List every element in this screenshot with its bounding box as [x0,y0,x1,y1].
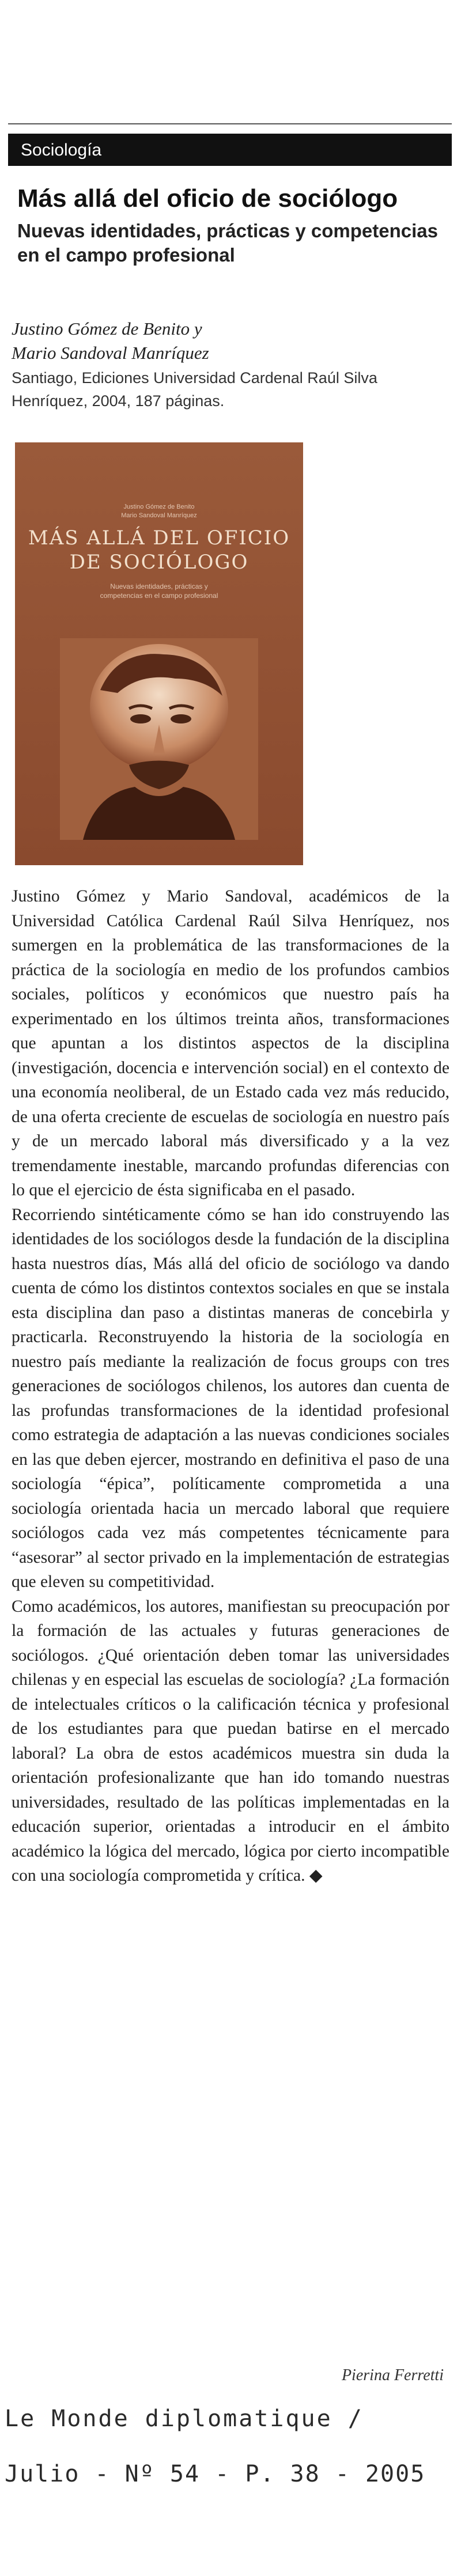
book-cover-image [15,442,303,865]
book-authors [12,317,449,365]
article-subtitle: Nuevas identidades, prácticas y competencias en el campo profesional [17,220,438,266]
handwritten-date-note: Julio - Nº 54 - P. 38 - 2005 [5,2461,426,2487]
cover-subtitle: Nuevas identidades, prácticas y competencias en el campo profesional [100,582,218,600]
section-label: Sociología [21,141,102,160]
review-paragraph-3: Como académicos, los autores, manifiestan su preocupación por la formación de las actuales y futuras generaciones de sociólogos. ¿Qué orientación deben tomar las universidades chilenas y en especial las escuelas de sociología? ¿La formación de intelectuales críticos o la calificación técnica y profesional de los estudiantes para que puedan batirse en el mercado laboral? La obra de estos académicos muestra sin duda la orientación profesionalizante que han ido tomando nuestras universidades, resultado de las políticas implementadas en la educación superior, orientadas a introducir en el ámbito académico la lógica del mercado, lógica por cierto incompatible con una sociología comprometida y crítica. ◆ [12,1597,449,1885]
cover-authors: Justino Gómez de Benito Mario Sandoval Manríquez [121,503,197,519]
review-body [12,884,449,1888]
top-rule [8,123,452,124]
publication-info: Santiago, Ediciones Universidad Cardenal Raúl Silva Henríquez, 2004, 187 páginas. [12,369,377,410]
cover-title-line-2: DE SOCIÓLOGO [69,551,249,574]
handwritten-source-note: Le Monde diplomatique / [5,2405,364,2432]
cover-title-line-1: MÁS ALLÁ DEL OFICIO [28,526,290,550]
author-line-1: Justino Gómez de Benito y [12,319,202,339]
portrait-illustration [60,638,258,840]
reviewer-signature: Pierina Ferretti [341,2366,444,2384]
article-title: Más allá del oficio de sociólogo [17,184,398,213]
cover-title [15,526,303,574]
author-line-2: Mario Sandoval Manríquez [12,343,209,363]
review-paragraph-1: Justino Gómez y Mario Sandoval, académicos de la Universidad Católica Cardenal Raúl Silva Henríquez, nos sumergen en la problemática de las transformaciones de la práctica de la sociología en medio de los profundos cambios sociales, políticos y económicos que nuestro país ha experimentado en los últimos treinta años, transformaciones que apuntan a los distintos aspectos de la disciplina (investigación, docencia e intervención social) en el contexto de una economía neoliberal, de un Estado cada vez más reducido, de una oferta creciente de escuelas de sociología en nuestro país y de un mercado laboral más diversificado y a la vez tremendamente inestable, marcando profundas diferencias con lo que el ejercicio de ésta significaba en el pasado. [12,887,449,1199]
review-paragraph-2: Recorriendo sintéticamente cómo se han ido construyendo las identidades de los sociólogos desde la fundación de la disciplina hasta nuestros días, Más allá del oficio de sociólogo va dando cuenta de cómo los distintos contextos sociales en que se instala esta disciplina dan paso a distintas maneras de concebirla y practicarla. Reconstruyendo la historia de la sociología en nuestro país mediante la realización de focus groups con tres generaciones de sociólogos chilenos, los autores dan cuenta de las profundas transformaciones de la identidad profesional como estrategia de adaptación a las nuevas condiciones sociales en las que deben ejercer, mostrando en definitiva el paso de una sociología “épica”, políticamente comprometida a una sociología orientada hacia un mercado laboral que requiere sociólogos cada vez más competentes técnicamente para “asesorar” al sector privado en la implementación de estrategias que eleven su competitividad. [12,1205,449,1591]
section-header-bar [8,134,452,166]
